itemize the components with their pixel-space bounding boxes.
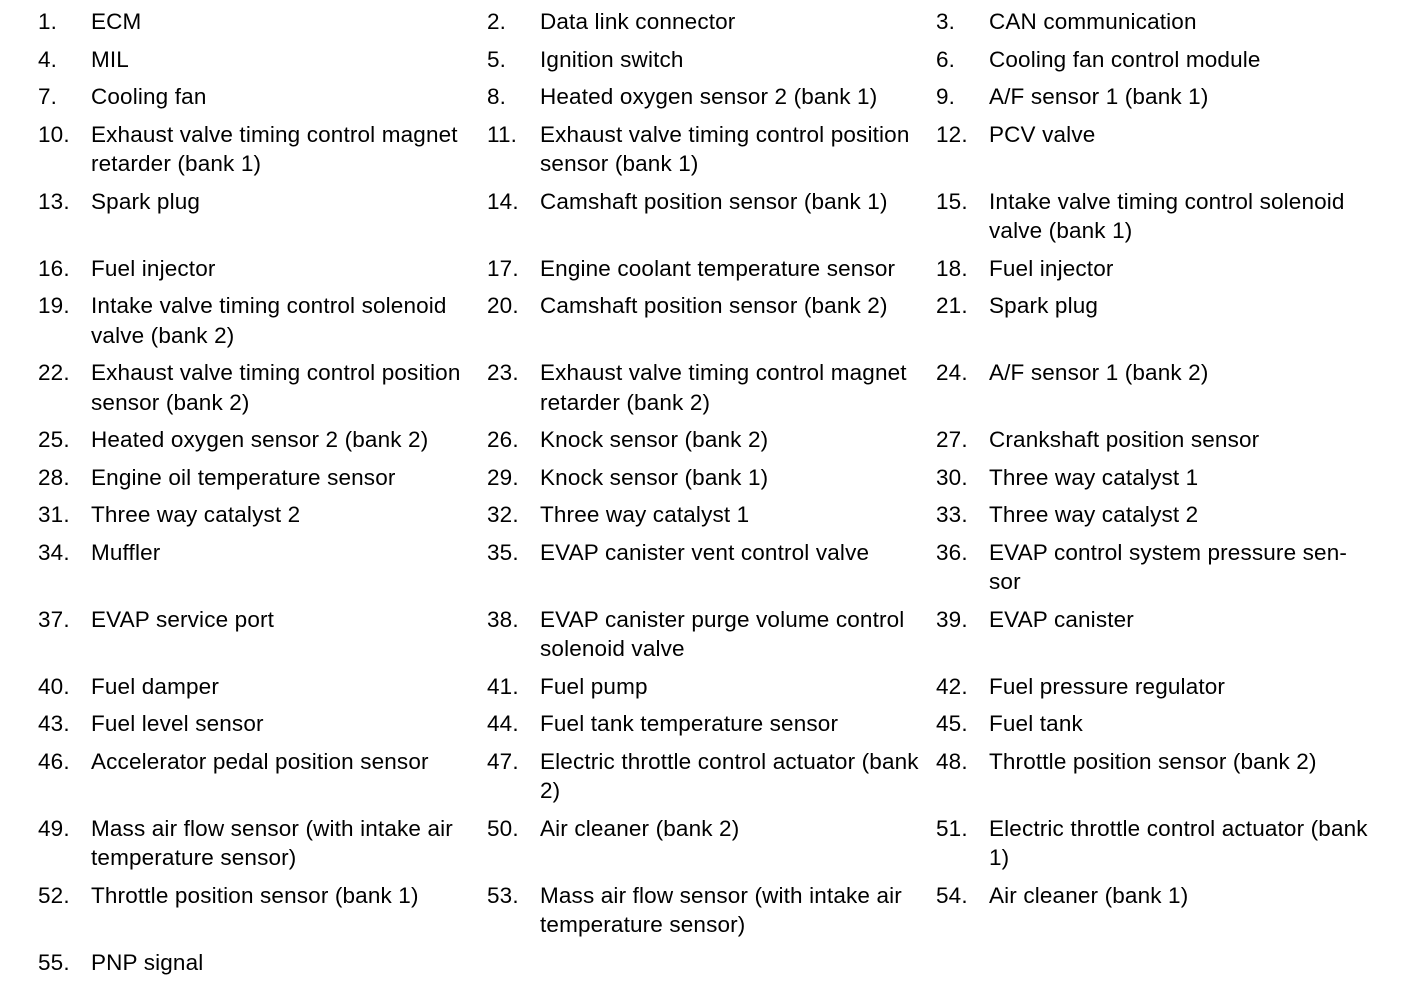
legend-item	[936, 291, 1376, 358]
legend-item-label: Crankshaft position sensor	[989, 427, 1260, 452]
legend-item-number: 11.	[487, 121, 518, 147]
legend-item	[38, 291, 487, 358]
legend-item-number: 45.	[936, 711, 968, 736]
legend-item	[936, 82, 1376, 120]
legend-item-label: Fuel damper	[91, 673, 219, 699]
legend-item-number: 32.	[487, 502, 519, 527]
legend-item-number: 28.	[38, 464, 70, 490]
legend-item	[38, 948, 487, 986]
legend-item-number: 6.	[936, 46, 956, 72]
legend-item-label: Three way catalyst 2	[989, 502, 1199, 527]
legend-item	[487, 500, 936, 538]
legend-item-number: 53.	[487, 882, 519, 908]
legend-item-number: 38.	[487, 606, 519, 632]
legend-item	[38, 672, 487, 710]
legend-item-label: Knock sensor (bank 1)	[540, 464, 769, 490]
legend-item-number: 42.	[936, 673, 968, 699]
legend-item-number: 24.	[936, 360, 968, 385]
legend-item-number: 41.	[487, 673, 519, 699]
legend-item	[936, 881, 1376, 948]
legend-item	[936, 672, 1376, 710]
legend-item-number: 44.	[487, 711, 519, 736]
legend-item-label: Fuel injector	[989, 255, 1114, 281]
legend-item	[936, 187, 1376, 254]
legend-item-label: Heated oxygen sensor 2 (bank 2)	[91, 427, 429, 452]
legend-item-number: 43.	[38, 711, 70, 736]
legend-item	[487, 120, 936, 187]
legend-item-number: 29.	[487, 464, 519, 490]
legend-item-label: Spark plug	[91, 188, 201, 214]
legend-item-label: EVAP canister	[989, 606, 1134, 632]
legend-item-label: Electric throttle control actuator (bank 1)	[989, 815, 1368, 870]
legend-item-label: Cooling fan	[91, 84, 207, 109]
legend-item	[487, 672, 936, 710]
legend-item-label: Heated oxygen sensor 2 (bank 1)	[540, 84, 878, 109]
legend-item	[936, 7, 1376, 45]
legend-item-label: Ignition switch	[540, 46, 684, 72]
legend-item	[38, 747, 487, 814]
legend-item	[936, 814, 1376, 881]
legend-item	[487, 747, 936, 814]
legend-item	[38, 187, 487, 254]
legend-item	[936, 709, 1376, 747]
legend-item-label: Exhaust valve timing control magnet retarder (bank 1)	[91, 121, 458, 176]
legend-item-label: EVAP canister purge volume control solenoid valve	[540, 606, 905, 661]
legend-item-label: Fuel level sensor	[91, 711, 264, 736]
legend-item-label: Knock sensor (bank 2)	[540, 427, 769, 452]
legend-item-label: Muffler	[91, 539, 161, 565]
legend-item	[487, 538, 936, 605]
legend-item-label: Throttle position sensor (bank 1)	[91, 882, 419, 908]
legend-item	[38, 45, 487, 83]
legend-item-number: 50.	[487, 815, 519, 841]
legend-item-label: Mass air flow sensor (with intake air temperature sensor)	[91, 815, 453, 870]
legend-item-number: 17.	[487, 255, 519, 281]
legend-item	[936, 463, 1376, 501]
legend-item	[38, 82, 487, 120]
legend-item-number: 14.	[487, 188, 519, 214]
legend-item-number: 34.	[38, 539, 70, 565]
legend-item-number: 30.	[936, 464, 968, 490]
legend-item-number: 21.	[936, 293, 968, 318]
legend-item-number: 2.	[487, 9, 507, 34]
legend-item	[936, 605, 1376, 672]
legend-item	[487, 814, 936, 881]
legend-item	[936, 358, 1376, 425]
legend-item-label: EVAP control system pressure sen-sor	[989, 539, 1348, 594]
legend-item-number: 20.	[487, 293, 519, 318]
legend-item-number: 4.	[38, 46, 58, 72]
legend-item-number: 15.	[936, 188, 968, 214]
legend-item-number: 48.	[936, 748, 968, 774]
legend-item	[38, 814, 487, 881]
legend-item-label: A/F sensor 1 (bank 1)	[989, 84, 1209, 109]
legend-item	[38, 120, 487, 187]
legend-item-number: 33.	[936, 502, 968, 527]
legend-item-number: 39.	[936, 606, 968, 632]
legend-item-label: Three way catalyst 1	[989, 464, 1199, 490]
legend-item	[487, 463, 936, 501]
legend-item	[936, 500, 1376, 538]
legend-item-number: 37.	[38, 606, 70, 632]
legend-item	[38, 254, 487, 292]
legend-item-number: 8.	[487, 84, 507, 109]
legend-item	[936, 425, 1376, 463]
legend-item-label: PCV valve	[989, 121, 1096, 147]
legend-item	[936, 538, 1376, 605]
legend-item-number: 31.	[38, 502, 70, 527]
legend-item-number: 47.	[487, 748, 519, 774]
legend-item	[38, 500, 487, 538]
legend-item	[487, 291, 936, 358]
legend-item	[487, 7, 936, 45]
legend-item-label: MIL	[91, 46, 129, 72]
legend-item-number: 16.	[38, 255, 70, 281]
legend-item-label: Throttle position sensor (bank 2)	[989, 748, 1317, 774]
legend-item-number: 25.	[38, 427, 70, 452]
legend-item-number: 35.	[487, 539, 519, 565]
legend-item-label: Engine oil temperature sensor	[91, 464, 396, 490]
legend-item-number: 52.	[38, 882, 70, 908]
legend-item	[487, 82, 936, 120]
component-legend	[38, 7, 1376, 985]
legend-item-label: Three way catalyst 2	[91, 502, 301, 527]
legend-item-number: 5.	[487, 46, 507, 72]
legend-item-number: 22.	[38, 360, 70, 385]
legend-item-label: Exhaust valve timing control magnet retarder (bank 2)	[540, 360, 907, 415]
legend-item-label: EVAP canister vent control valve	[540, 539, 870, 565]
legend-item-number: 54.	[936, 882, 968, 908]
legend-item-number: 1.	[38, 9, 58, 34]
legend-item-label: Electric throttle control actuator (bank 2)	[540, 748, 919, 803]
legend-item-label: Air cleaner (bank 1)	[989, 882, 1189, 908]
legend-item-number: 49.	[38, 815, 70, 841]
legend-item-label: Data link connector	[540, 9, 736, 34]
legend-item-number: 40.	[38, 673, 70, 699]
legend-item-label: Fuel tank temperature sensor	[540, 711, 839, 736]
legend-item	[936, 120, 1376, 187]
legend-item-label: CAN communication	[989, 9, 1197, 34]
legend-item	[487, 605, 936, 672]
legend-item-number: 55.	[38, 949, 70, 975]
legend-item	[487, 881, 936, 948]
legend-item	[487, 709, 936, 747]
legend-item-number: 18.	[936, 255, 968, 281]
legend-item-number: 9.	[936, 84, 956, 109]
legend-item	[38, 881, 487, 948]
legend-item-label: EVAP service port	[91, 606, 275, 632]
legend-item-label: Engine coolant temperature sensor	[540, 255, 896, 281]
legend-item-label: A/F sensor 1 (bank 2)	[989, 360, 1209, 385]
legend-item-label: Mass air flow sensor (with intake air temperature sensor)	[540, 882, 902, 937]
legend-item-label: Accelerator pedal position sensor	[91, 748, 429, 774]
legend-item-label: Camshaft position sensor (bank 1)	[540, 188, 888, 214]
legend-item-number: 12.	[936, 121, 968, 147]
legend-item	[38, 709, 487, 747]
legend-item-number: 13.	[38, 188, 70, 214]
legend-item-label: Spark plug	[989, 293, 1099, 318]
legend-item-number: 19.	[38, 293, 70, 318]
legend-item	[487, 254, 936, 292]
legend-item-label: Intake valve timing control solenoid valve (bank 1)	[989, 188, 1345, 243]
legend-item-label: Intake valve timing control solenoid valve (bank 2)	[91, 293, 447, 348]
legend-item	[38, 605, 487, 672]
legend-item-number: 7.	[38, 84, 58, 109]
legend-item-label: Fuel pressure regulator	[989, 673, 1226, 699]
legend-item-number: 51.	[936, 815, 968, 841]
legend-item	[936, 45, 1376, 83]
legend-item-number: 46.	[38, 748, 70, 774]
legend-item	[487, 425, 936, 463]
legend-item	[38, 463, 487, 501]
legend-item-label: Fuel tank	[989, 711, 1083, 736]
legend-item-label: Cooling fan control module	[989, 46, 1261, 72]
legend-item-label: ECM	[91, 9, 142, 34]
legend-item-number: 36.	[936, 539, 968, 565]
legend-item-label: Three way catalyst 1	[540, 502, 750, 527]
legend-item-label: Exhaust valve timing control position sensor (bank 2)	[91, 360, 461, 415]
legend-item-number: 27.	[936, 427, 968, 452]
legend-item	[487, 187, 936, 254]
legend-item-number: 3.	[936, 9, 956, 34]
legend-item-number: 10.	[38, 121, 70, 147]
legend-item-label: Fuel pump	[540, 673, 648, 699]
legend-item	[936, 747, 1376, 814]
legend-item-label: Exhaust valve timing control position sensor (bank 1)	[540, 121, 910, 176]
legend-item-number: 23.	[487, 360, 519, 385]
legend-item-label: Camshaft position sensor (bank 2)	[540, 293, 888, 318]
legend-item-number: 26.	[487, 427, 519, 452]
legend-item-label: Air cleaner (bank 2)	[540, 815, 740, 841]
legend-item	[936, 254, 1376, 292]
legend-item	[38, 7, 487, 45]
legend-item	[487, 358, 936, 425]
legend-item	[38, 358, 487, 425]
legend-item	[38, 425, 487, 463]
legend-item-label: Fuel injector	[91, 255, 216, 281]
legend-item-label: PNP signal	[91, 949, 204, 975]
legend-item	[38, 538, 487, 605]
legend-item	[487, 45, 936, 83]
